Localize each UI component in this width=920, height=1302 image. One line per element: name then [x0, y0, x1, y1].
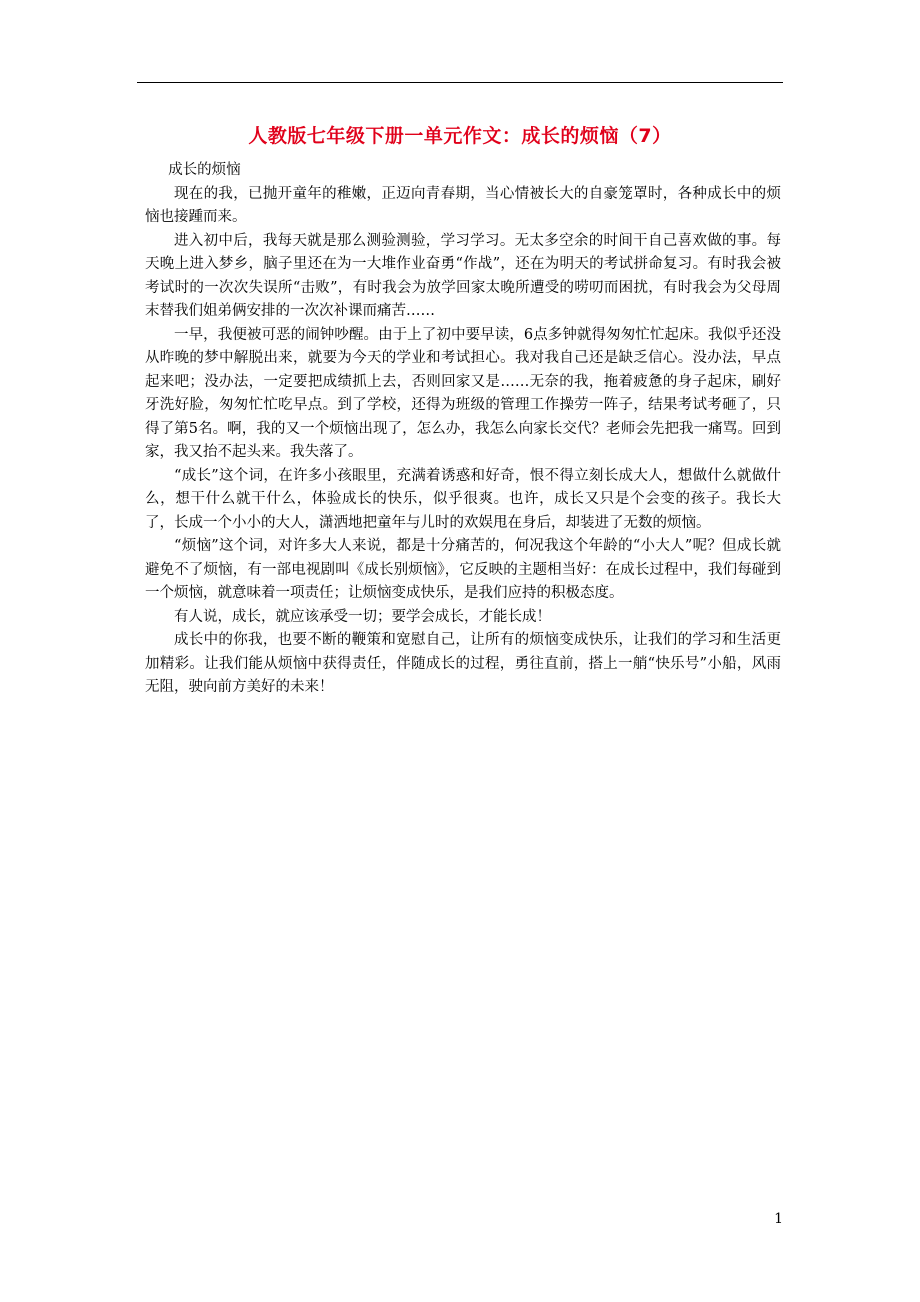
paragraph: 进入初中后，我每天就是那么测验测验，学习学习。无太多空余的时间干自己喜欢做的事。每天晚上进入梦乡，脑子里还在为一大堆作业奋勇“作战”，还在为明天的考试拼命复习。有时我会被考试时的一次次失误所“击败”，有时我会为放学回家太晚所遭受的唠叨而困扰，有时我会为父母周末替我们姐弟俩安排的一次次补课而痛苦……: [145, 232, 781, 319]
paragraph: 有人说，成长，就应该承受一切；要学会成长，才能长成！: [174, 608, 551, 625]
paragraph: “烦恼”这个词，对许多大人来说，都是十分痛苦的，何况我这个年龄的“小大人”呢？但成长就避免不了烦恼，有一部电视剧叫《成长别烦恼》，它反映的主题相当好：在成长过程中，我们每碰到一个烦恼，就意味着一项责任；让烦恼变成快乐，是我们应持的积极态度。: [145, 538, 781, 601]
essay-heading: 成长的烦恼: [168, 162, 241, 178]
header-rule: [137, 82, 783, 83]
paragraph: 一早，我便被可恶的闹钟吵醒。由于上了初中要早读，6点多钟就得匆匆忙忙起床。我似乎还没从昨晚的梦中解脱出来，就要为今天的学业和考试担心。我对我自己还是缺乏信心。没办法，早点起来吧；没办法，一定要把成绩抓上去，否则回家又是……无奈的我，拖着疲惫的身子起床，刷好牙洗好脸，匆匆忙忙吃早点。到了学校，还得为班级的管理工作操劳一阵子，结果考试考砸了，只得了第5名。啊，我的又一个烦恼出现了，怎么办，我怎么向家长交代？老师会先把我一痛骂。回到家，我又抬不起头来。我失落了。: [145, 326, 781, 460]
page-number: 1: [774, 1211, 783, 1227]
paragraph: 成长中的你我，也要不断的鞭策和宽慰自己，让所有的烦恼变成快乐，让我们的学习和生活更加精彩。让我们能从烦恼中获得责任，伴随成长的过程，勇往直前，搭上一艄“快乐号”小船，风雨无阻，驶向前方美好的未来！: [145, 632, 781, 695]
document-title: 人教版七年级下册一单元作文：成长的烦恼（7）: [248, 125, 672, 147]
paragraph: 现在的我，已抛开童年的稚嫩，正迈向青春期，当心情被长大的自豪笼罩时，各种成长中的烦恼也接踵而来。: [145, 185, 781, 225]
essay-body: [145, 159, 781, 700]
paragraph: “成长”这个词，在许多小孩眼里，充满着诱惑和好奇，恨不得立刻长成大人，想做什么就做什么，想干什么就干什么，体验成长的快乐，似乎很爽。也许，成长又只是个会变的孩子。我长大了，长成一个小小的大人，潇洒地把童年与儿时的欢娱甩在身后，却装进了无数的烦恼。: [145, 467, 781, 531]
